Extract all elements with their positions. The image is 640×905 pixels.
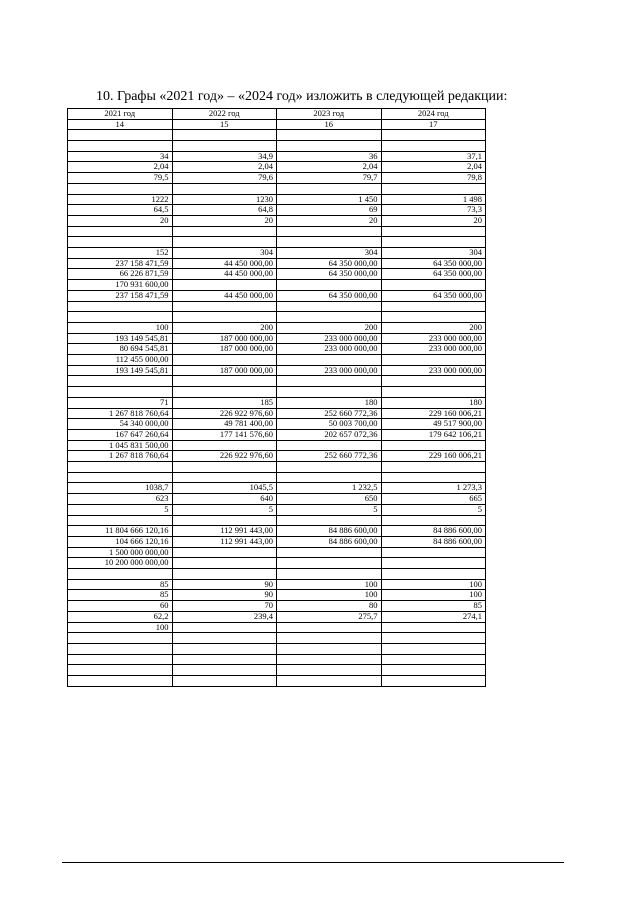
table-cell xyxy=(277,280,382,291)
table-cell xyxy=(381,301,486,312)
column-number-row xyxy=(68,119,486,130)
table-cell xyxy=(172,515,277,526)
table-cell: 100 xyxy=(68,322,173,333)
table-cell xyxy=(68,643,173,654)
table-cell: 100 xyxy=(381,579,486,590)
table-cell: 252 660 772,36 xyxy=(277,451,382,462)
table-cell: 84 886 600,00 xyxy=(277,526,382,537)
table-row xyxy=(68,429,486,440)
table-cell xyxy=(381,141,486,152)
table-cell: 200 xyxy=(381,322,486,333)
table-cell xyxy=(381,130,486,141)
table-cell: 239,4 xyxy=(172,611,277,622)
header-cell: 2023 год xyxy=(277,109,382,120)
table-cell: 623 xyxy=(68,494,173,505)
table-cell xyxy=(277,312,382,323)
table-cell: 1222 xyxy=(68,194,173,205)
table-cell xyxy=(381,387,486,398)
table-row xyxy=(68,472,486,483)
table-cell: 304 xyxy=(381,248,486,259)
table-row xyxy=(68,162,486,173)
table-cell: 50 003 700,00 xyxy=(277,419,382,430)
table-row xyxy=(68,248,486,259)
table-cell xyxy=(381,569,486,580)
table-cell: 20 xyxy=(68,215,173,226)
table-cell xyxy=(381,355,486,366)
table-cell: 64 350 000,00 xyxy=(381,258,486,269)
table-cell: 5 xyxy=(381,504,486,515)
table-row xyxy=(68,215,486,226)
table-row xyxy=(68,547,486,558)
table-cell xyxy=(381,515,486,526)
table-row xyxy=(68,462,486,473)
table-row xyxy=(68,173,486,184)
table-cell xyxy=(277,622,382,633)
table-cell: 193 149 545,81 xyxy=(68,365,173,376)
table-row xyxy=(68,536,486,547)
table-cell xyxy=(68,387,173,398)
column-number-cell: 15 xyxy=(172,119,277,130)
table-cell: 180 xyxy=(277,397,382,408)
table-row xyxy=(68,494,486,505)
table-cell xyxy=(68,515,173,526)
table-cell xyxy=(277,387,382,398)
table-cell xyxy=(381,237,486,248)
table-cell xyxy=(172,472,277,483)
table-cell: 79,5 xyxy=(68,173,173,184)
table-cell xyxy=(277,515,382,526)
table-cell xyxy=(277,130,382,141)
table-row xyxy=(68,269,486,280)
table-row xyxy=(68,504,486,515)
table-row xyxy=(68,301,486,312)
table-cell xyxy=(68,472,173,483)
table-cell xyxy=(277,376,382,387)
table-cell: 233 000 000,00 xyxy=(277,333,382,344)
table-cell: 5 xyxy=(68,504,173,515)
table-cell xyxy=(277,676,382,687)
table-cell: 64,8 xyxy=(172,205,277,216)
table-cell: 64 350 000,00 xyxy=(277,258,382,269)
table-cell: 54 340 000,00 xyxy=(68,419,173,430)
table-cell: 100 xyxy=(277,579,382,590)
table-cell: 79,7 xyxy=(277,173,382,184)
table-row xyxy=(68,226,486,237)
table-cell: 90 xyxy=(172,579,277,590)
table-cell: 90 xyxy=(172,590,277,601)
table-cell: 112 991 443,00 xyxy=(172,526,277,537)
table-cell: 5 xyxy=(277,504,382,515)
table-row xyxy=(68,408,486,419)
table-cell xyxy=(68,569,173,580)
table-row xyxy=(68,515,486,526)
table-cell: 100 xyxy=(68,622,173,633)
table-row xyxy=(68,676,486,687)
table-cell: 62,2 xyxy=(68,611,173,622)
table-cell: 202 657 072,36 xyxy=(277,429,382,440)
table-cell: 200 xyxy=(277,322,382,333)
table-cell xyxy=(381,462,486,473)
table-row xyxy=(68,526,486,537)
table-row xyxy=(68,665,486,676)
table-cell: 112 455 000,00 xyxy=(68,355,173,366)
table-cell: 100 xyxy=(277,590,382,601)
table-cell xyxy=(172,130,277,141)
table-cell: 100 xyxy=(381,590,486,601)
table-cell: 20 xyxy=(277,215,382,226)
header-cell: 2021 год xyxy=(68,109,173,120)
table-cell: 34 xyxy=(68,151,173,162)
table-cell xyxy=(172,643,277,654)
table-cell: 229 160 006,21 xyxy=(381,451,486,462)
table-cell: 233 000 000,00 xyxy=(277,365,382,376)
header-cell: 2024 год xyxy=(381,109,486,120)
table-cell: 167 647 260,64 xyxy=(68,429,173,440)
table-row xyxy=(68,151,486,162)
table-cell xyxy=(381,376,486,387)
table-cell xyxy=(277,654,382,665)
table-cell xyxy=(68,633,173,644)
table-cell: 180 xyxy=(381,397,486,408)
table-cell xyxy=(172,301,277,312)
table-cell: 1 498 xyxy=(381,194,486,205)
table-cell xyxy=(172,547,277,558)
table-cell: 69 xyxy=(277,205,382,216)
table-cell xyxy=(277,226,382,237)
table-cell: 233 000 000,00 xyxy=(381,333,486,344)
table-cell: 233 000 000,00 xyxy=(277,344,382,355)
table-cell xyxy=(172,665,277,676)
table-row xyxy=(68,633,486,644)
table-cell: 665 xyxy=(381,494,486,505)
table-body xyxy=(68,130,486,686)
table-cell xyxy=(68,226,173,237)
table-cell xyxy=(68,676,173,687)
table-cell: 5 xyxy=(172,504,277,515)
table-cell xyxy=(277,569,382,580)
table-cell: 10 200 000 000,00 xyxy=(68,558,173,569)
table-cell: 66 226 871,59 xyxy=(68,269,173,280)
table-cell: 226 922 976,60 xyxy=(172,451,277,462)
column-number-cell: 17 xyxy=(381,119,486,130)
table-cell: 64 350 000,00 xyxy=(381,269,486,280)
table-cell xyxy=(277,462,382,473)
table-row xyxy=(68,322,486,333)
table-cell: 152 xyxy=(68,248,173,259)
table-cell: 44 450 000,00 xyxy=(172,290,277,301)
table-cell: 20 xyxy=(172,215,277,226)
table-cell xyxy=(172,569,277,580)
table-cell xyxy=(381,440,486,451)
table-cell: 275,7 xyxy=(277,611,382,622)
table-head xyxy=(68,109,486,130)
table-row xyxy=(68,258,486,269)
table-cell: 177 141 576,60 xyxy=(172,429,277,440)
table-row xyxy=(68,601,486,612)
table-row xyxy=(68,451,486,462)
table-cell: 170 931 600,00 xyxy=(68,280,173,291)
table-cell: 64 350 000,00 xyxy=(381,290,486,301)
table-row xyxy=(68,344,486,355)
table-cell: 187 000 000,00 xyxy=(172,365,277,376)
table-cell xyxy=(381,654,486,665)
table-cell xyxy=(277,558,382,569)
table-cell: 85 xyxy=(68,590,173,601)
table-cell xyxy=(172,355,277,366)
table-row xyxy=(68,611,486,622)
table-cell: 226 922 976,60 xyxy=(172,408,277,419)
table-cell xyxy=(172,558,277,569)
table-cell: 2,04 xyxy=(381,162,486,173)
bottom-rule xyxy=(62,862,564,863)
table-cell xyxy=(68,237,173,248)
header-cell: 2022 год xyxy=(172,109,277,120)
table-cell xyxy=(172,226,277,237)
table-row xyxy=(68,579,486,590)
table-cell: 1 273,3 xyxy=(381,483,486,494)
table-cell xyxy=(172,312,277,323)
table-cell: 64 350 000,00 xyxy=(277,269,382,280)
table-cell xyxy=(68,130,173,141)
table-cell: 79,8 xyxy=(381,173,486,184)
table-cell xyxy=(277,440,382,451)
table-cell: 650 xyxy=(277,494,382,505)
table-cell xyxy=(381,622,486,633)
table-cell xyxy=(68,183,173,194)
table-cell: 70 xyxy=(172,601,277,612)
table-cell: 1230 xyxy=(172,194,277,205)
table-cell: 2,04 xyxy=(68,162,173,173)
table-cell: 49 781 400,00 xyxy=(172,419,277,430)
table-row xyxy=(68,237,486,248)
table-cell xyxy=(277,633,382,644)
table-cell: 1045,5 xyxy=(172,483,277,494)
table-row xyxy=(68,419,486,430)
table-cell xyxy=(172,676,277,687)
table-cell: 80 xyxy=(277,601,382,612)
table-row xyxy=(68,440,486,451)
table-row xyxy=(68,397,486,408)
table-row xyxy=(68,183,486,194)
table-cell: 640 xyxy=(172,494,277,505)
table-row xyxy=(68,290,486,301)
table-cell: 1 267 818 760,64 xyxy=(68,408,173,419)
table-cell: 85 xyxy=(381,601,486,612)
table-row xyxy=(68,483,486,494)
table-row xyxy=(68,376,486,387)
table-cell xyxy=(381,665,486,676)
table-cell: 2,04 xyxy=(172,162,277,173)
table-cell: 1038,7 xyxy=(68,483,173,494)
table-cell: 85 xyxy=(68,579,173,590)
table-row xyxy=(68,312,486,323)
table-cell: 44 450 000,00 xyxy=(172,258,277,269)
table-cell xyxy=(277,472,382,483)
table-cell xyxy=(68,312,173,323)
table-cell xyxy=(277,141,382,152)
table-cell: 84 886 600,00 xyxy=(381,526,486,537)
table-cell: 49 517 900,00 xyxy=(381,419,486,430)
column-number-cell: 16 xyxy=(277,119,382,130)
data-table xyxy=(67,108,486,687)
table-cell: 1 232,5 xyxy=(277,483,382,494)
table-cell xyxy=(381,183,486,194)
table-cell: 80 694 545,81 xyxy=(68,344,173,355)
table-cell: 1 500 000 000,00 xyxy=(68,547,173,558)
table-cell: 60 xyxy=(68,601,173,612)
table-cell: 104 666 120,16 xyxy=(68,536,173,547)
table-cell: 34,9 xyxy=(172,151,277,162)
table-cell: 233 000 000,00 xyxy=(381,344,486,355)
page-heading: 10. Графы «2021 год» – «2024 год» изложить в следующей редакции: xyxy=(96,89,508,104)
table-cell: 304 xyxy=(172,248,277,259)
table-cell xyxy=(172,462,277,473)
table-cell: 37,1 xyxy=(381,151,486,162)
table-row xyxy=(68,141,486,152)
table-row xyxy=(68,643,486,654)
table-row xyxy=(68,569,486,580)
table-cell xyxy=(68,462,173,473)
table-cell: 20 xyxy=(381,215,486,226)
table-cell: 274,1 xyxy=(381,611,486,622)
table-cell: 36 xyxy=(277,151,382,162)
table-row xyxy=(68,590,486,601)
table-cell xyxy=(68,654,173,665)
table-cell xyxy=(172,237,277,248)
table-cell xyxy=(277,547,382,558)
table-cell xyxy=(172,183,277,194)
table-cell: 84 886 600,00 xyxy=(381,536,486,547)
table-cell: 1 045 831 500,00 xyxy=(68,440,173,451)
table-row xyxy=(68,654,486,665)
table-cell xyxy=(172,387,277,398)
table-cell xyxy=(381,547,486,558)
table-cell xyxy=(381,280,486,291)
table-cell: 200 xyxy=(172,322,277,333)
table-cell xyxy=(172,280,277,291)
table-row xyxy=(68,280,486,291)
table-row xyxy=(68,355,486,366)
table-row xyxy=(68,194,486,205)
table-cell xyxy=(172,141,277,152)
table-cell xyxy=(381,643,486,654)
table-cell xyxy=(381,633,486,644)
table-cell: 304 xyxy=(277,248,382,259)
table-cell: 64 350 000,00 xyxy=(277,290,382,301)
table-cell xyxy=(172,633,277,644)
table-cell xyxy=(277,665,382,676)
table-cell: 1 450 xyxy=(277,194,382,205)
table-row xyxy=(68,622,486,633)
table-cell xyxy=(381,472,486,483)
table-cell: 237 158 471,59 xyxy=(68,290,173,301)
table-cell xyxy=(381,676,486,687)
table-cell xyxy=(277,183,382,194)
table-cell: 185 xyxy=(172,397,277,408)
table-cell: 71 xyxy=(68,397,173,408)
table-cell: 79,6 xyxy=(172,173,277,184)
table-cell: 233 000 000,00 xyxy=(381,365,486,376)
table-cell: 187 000 000,00 xyxy=(172,333,277,344)
table-row xyxy=(68,333,486,344)
table-cell: 84 886 600,00 xyxy=(277,536,382,547)
table-cell: 237 158 471,59 xyxy=(68,258,173,269)
table-cell xyxy=(277,237,382,248)
table-cell: 179 642 106,21 xyxy=(381,429,486,440)
table-cell: 252 660 772,36 xyxy=(277,408,382,419)
table-cell xyxy=(277,301,382,312)
table-cell: 1 267 818 760,64 xyxy=(68,451,173,462)
table-cell: 64,5 xyxy=(68,205,173,216)
table-row xyxy=(68,205,486,216)
table-row xyxy=(68,387,486,398)
table-cell xyxy=(277,643,382,654)
table-cell: 193 149 545,81 xyxy=(68,333,173,344)
table-cell: 112 991 443,00 xyxy=(172,536,277,547)
table-cell: 73,3 xyxy=(381,205,486,216)
table-cell xyxy=(277,355,382,366)
table-row xyxy=(68,365,486,376)
table-cell xyxy=(68,301,173,312)
table-cell xyxy=(381,226,486,237)
table-cell: 2,04 xyxy=(277,162,382,173)
table-cell xyxy=(68,665,173,676)
table-row xyxy=(68,558,486,569)
table-cell xyxy=(172,654,277,665)
table-cell xyxy=(381,558,486,569)
table-cell xyxy=(68,141,173,152)
table-cell: 11 804 666 120,16 xyxy=(68,526,173,537)
column-number-cell: 14 xyxy=(68,119,173,130)
table-cell: 44 450 000,00 xyxy=(172,269,277,280)
table-cell xyxy=(172,440,277,451)
table-cell: 187 000 000,00 xyxy=(172,344,277,355)
table-cell xyxy=(68,376,173,387)
table-cell xyxy=(172,622,277,633)
table-cell: 229 160 006,21 xyxy=(381,408,486,419)
table-cell xyxy=(381,312,486,323)
header-row xyxy=(68,109,486,120)
table-cell xyxy=(172,376,277,387)
table-row xyxy=(68,130,486,141)
